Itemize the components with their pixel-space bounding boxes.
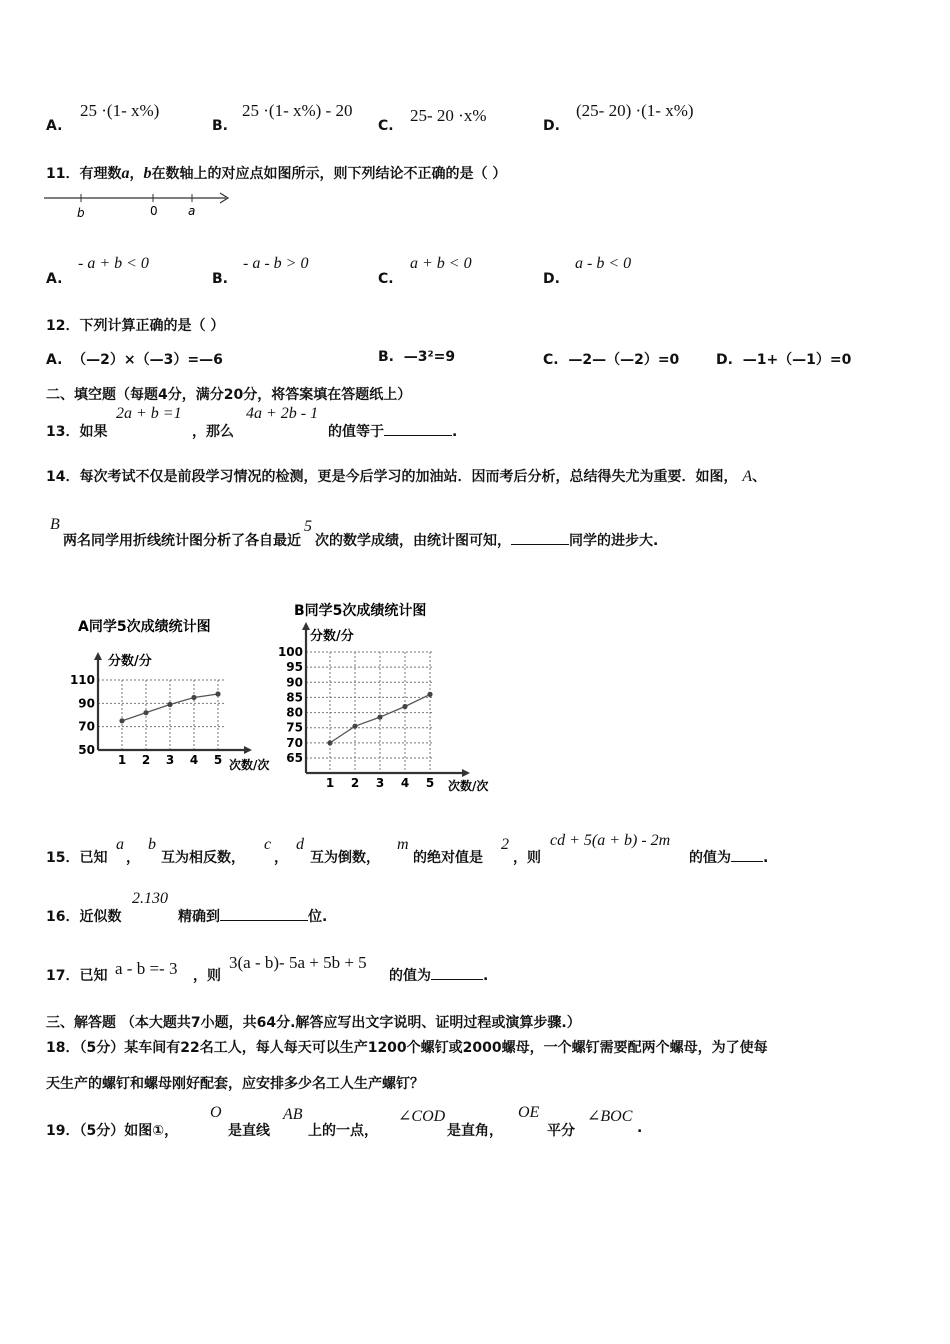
q10-option-c-expr: 25- 20 ·x% [410, 106, 487, 125]
q11-option-d-expr: a - b < 0 [575, 255, 632, 272]
q15-c: c [264, 836, 272, 853]
chart-a [69, 612, 284, 777]
chart-a-ytick: 90 [78, 696, 95, 711]
chart-a-xlabel: 次数/次 [229, 758, 270, 772]
chart-b-point [352, 724, 357, 729]
q19-t4: 平分 [547, 1123, 575, 1139]
q19-angle-boc: ∠BOC [587, 1108, 633, 1125]
q12-stem: 12．下列计算正确的是（ ） [46, 318, 225, 334]
q19-t2: 上的一点， [308, 1123, 378, 1139]
q15-t2: 互为倒数， [310, 850, 380, 866]
q15-expr: cd + 5(a + b) - 2m [550, 832, 671, 849]
q12-option-a: A. （—2）×（—3）=—6 [46, 352, 223, 368]
q17-expr1: a - b =- 3 [115, 959, 178, 978]
chart-a-xtick: 5 [213, 753, 223, 767]
q13-pre: 13．如果 [46, 424, 108, 440]
q19-t1: 是直线 [228, 1123, 270, 1139]
q12-option-c: C. —2—（—2）=0 [543, 352, 680, 368]
q14-var-b: B [50, 516, 60, 533]
q19-o: O [210, 1104, 222, 1121]
chart-b-xtick: 1 [325, 776, 335, 790]
chart-b-ytick: 75 [286, 720, 303, 735]
chart-b-point [402, 704, 407, 709]
q15-m: m [397, 836, 409, 853]
q14-line2: 两名同学用折线统计图分析了各自最近5次的数学成绩，由统计图可知， 同学的进步大. [63, 518, 659, 549]
q18-line2: 天生产的螺钉和螺母刚好配套，应安排多少名工人生产螺钉？ [46, 1076, 424, 1092]
q11-option-d-label: D. [543, 271, 560, 287]
q10-option-a-label: A. [46, 118, 63, 134]
chart-a-ytick: 50 [78, 743, 95, 757]
q15-t1: 互为相反数， [161, 850, 245, 866]
q13-post: 的值等于 . [328, 421, 457, 441]
q17-expr2: 3(a - b)- 5a + 5b + 5 [229, 953, 367, 972]
q11-stem: 11．有理数a，b在数轴上的对应点如图所示，则下列结论不正确的是（ ） [46, 165, 507, 182]
q17-post: 的值为 . [389, 965, 488, 985]
chart-b-ytick: 100 [277, 645, 303, 659]
q11-option-b-expr: - a - b > 0 [243, 255, 309, 272]
chart-a-title: A同学5次成绩统计图 [78, 619, 211, 635]
chart-a-xtick: 4 [189, 753, 199, 767]
chart-a-point [215, 691, 220, 696]
chart-b-ytick: 85 [286, 690, 303, 705]
chart-b-ytick: 70 [286, 735, 303, 750]
axis-label-zero: 0 [150, 204, 158, 218]
chart-a-ylabel: 分数/分 [108, 654, 152, 669]
q16-post: 精确到 位. [178, 906, 327, 926]
q15-t3: 的绝对值是 [413, 850, 483, 866]
q10-option-a-expr: 25 ·(1- x%) [80, 101, 160, 120]
q14-line1: 14．每次考试不仅是前段学习情况的检测，更是今后学习的加油站．因而考后分析，总结得失尤为重要．如图， A、 [46, 468, 767, 485]
chart-b-ytick: 95 [286, 660, 303, 675]
chart-b [276, 596, 506, 801]
chart-a-xtick: 1 [117, 753, 127, 767]
q10-option-d-label: D. [543, 118, 560, 134]
chart-b-ytick: 80 [286, 705, 303, 720]
chart-a-xtick: 2 [141, 753, 151, 767]
q15-post: 的值为 . [689, 847, 768, 867]
q16-pre: 16．近似数 [46, 909, 122, 925]
q13-expr1: 2a + b =1 [116, 405, 182, 422]
q10-option-b-expr: 25 ·(1- x%) - 20 [242, 101, 353, 120]
chart-b-ytick: 65 [286, 751, 303, 765]
section-answer-title: 三、解答题 （本大题共7小题，共64分.解答应写出文字说明、证明过程或演算步骤.） [46, 1015, 581, 1031]
q15-b: b [148, 836, 156, 853]
chart-a-point [119, 718, 124, 723]
q18-line1: 18．（5分）某车间有22名工人，每人每天可以生产1200个螺钉或2000螺母，一个螺钉需要配两个螺母，为了使每 [46, 1040, 768, 1056]
q19-ab: AB [283, 1106, 303, 1123]
chart-b-xtick: 2 [350, 776, 360, 790]
q19-angle-cod: ∠COD [398, 1108, 446, 1125]
chart-a-xtick: 3 [165, 753, 175, 767]
q19-t3: 是直角， [447, 1123, 503, 1139]
q13-expr2: 4a + 2b - 1 [246, 405, 319, 422]
q13-mid: ，那么 [192, 424, 234, 440]
chart-a-point [167, 702, 172, 707]
q15-d: d [296, 836, 304, 853]
chart-b-xtick: 3 [375, 776, 385, 790]
q17-pre: 17．已知 [46, 968, 108, 984]
q11-option-a-expr: - a + b < 0 [78, 255, 149, 272]
q10-option-b-label: B. [212, 118, 228, 134]
chart-b-ylabel: 分数/分 [310, 629, 354, 644]
q11-option-c-label: C. [378, 271, 394, 287]
chart-b-xlabel: 次数/次 [448, 779, 489, 793]
q11-option-c-expr: a + b < 0 [410, 255, 472, 272]
q17-mid: ，则 [193, 968, 221, 984]
q15-pre: 15．已知 [46, 850, 108, 866]
chart-b-point [377, 715, 382, 720]
q11-option-b-label: B. [212, 271, 228, 287]
chart-a-ytick: 70 [78, 719, 95, 734]
q15-a: a [116, 836, 124, 853]
q15-t4: ，则 [513, 850, 541, 866]
q15-two: 2 [501, 836, 509, 853]
chart-b-xtick: 4 [400, 776, 410, 790]
chart-b-title: B同学5次成绩统计图 [294, 603, 427, 619]
q11-option-a-label: A. [46, 271, 63, 287]
number-line [40, 186, 240, 222]
chart-a-point [143, 710, 148, 715]
axis-label-a: a [188, 204, 196, 218]
q15-s2: ， [274, 850, 288, 866]
axis-label-b: b [77, 206, 85, 220]
chart-b-ytick: 90 [286, 675, 303, 690]
q16-num: 2.130 [132, 890, 168, 907]
q19-oe: OE [518, 1104, 540, 1121]
chart-a-point [191, 695, 196, 700]
q19-end: . [637, 1120, 643, 1136]
q12-option-d: D. —1+（—1）=0 [716, 352, 852, 368]
chart-b-xtick: 5 [425, 776, 435, 790]
section-fill-in-title: 二、填空题（每题4分，满分20分，将答案填在答题纸上） [46, 387, 412, 403]
q12-option-b: B. —3²=9 [378, 349, 456, 365]
q19-pre: 19．（5分）如图①， [46, 1123, 179, 1139]
chart-a-ytick: 110 [69, 673, 95, 687]
chart-b-point [427, 692, 432, 697]
q10-option-c-label: C. [378, 118, 394, 134]
q15-s1: ， [126, 850, 140, 866]
q10-option-d-expr: (25- 20) ·(1- x%) [576, 101, 694, 120]
chart-b-point [327, 740, 332, 745]
